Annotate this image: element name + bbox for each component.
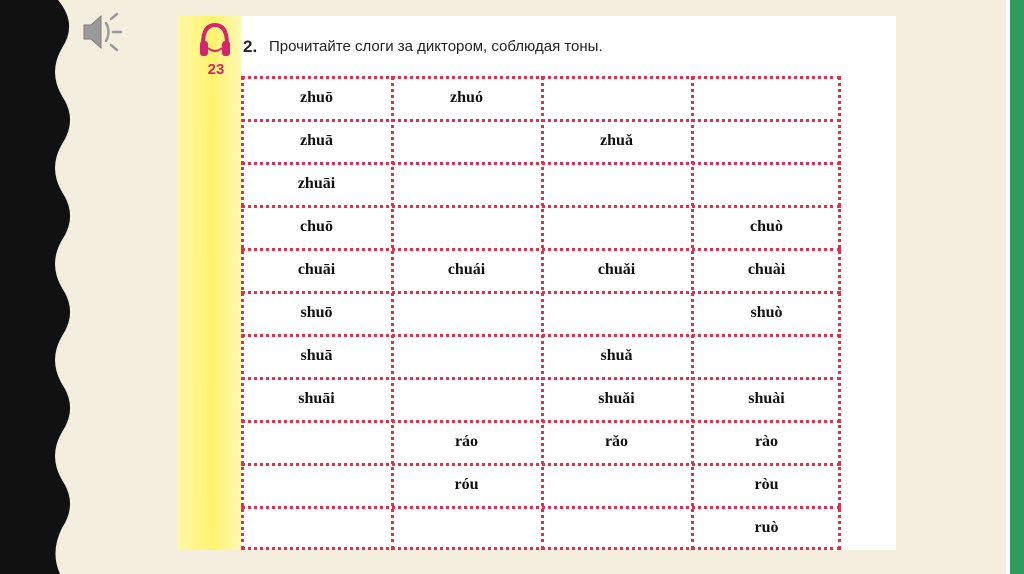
syllable-cell: shuǎ — [600, 347, 633, 364]
syllable-cell — [542, 77, 691, 119]
syllable-cell — [692, 335, 841, 377]
syllable-cell — [392, 335, 541, 377]
syllable-cell: shuài — [748, 390, 785, 407]
task-instruction: Прочитайте слоги за диктором, соблюдая тоны. — [269, 38, 603, 55]
syllable-cell: rǎo — [604, 433, 629, 450]
syllable-cell: zhuāi — [297, 175, 336, 192]
syllable-cell: shuāi — [298, 390, 335, 407]
syllable-cell: rào — [754, 433, 779, 450]
syllable-cell — [542, 507, 691, 549]
syllable-cell: róu — [454, 476, 479, 493]
textbook-page — [177, 16, 896, 550]
syllable-cell: shuò — [750, 304, 783, 321]
syllable-cell: ròu — [754, 476, 779, 493]
syllable-cell — [542, 206, 691, 248]
syllable-cell: chuài — [747, 261, 786, 278]
syllable-cell — [242, 464, 391, 506]
syllable-cell: chuāi — [297, 261, 336, 278]
syllable-cell: chuō — [300, 218, 333, 235]
syllable-cell: zhuó — [450, 89, 483, 106]
syllable-cell — [392, 206, 541, 248]
syllable-cell: zhuō — [300, 89, 333, 106]
syllable-cell — [392, 292, 541, 334]
syllable-cell — [542, 292, 691, 334]
decorative-green-border — [1006, 0, 1024, 574]
syllable-cell: shuǎi — [598, 390, 635, 407]
audio-track-number: 23 — [207, 61, 225, 78]
syllable-cell — [242, 421, 391, 463]
syllable-cell — [542, 464, 691, 506]
syllable-cell — [542, 163, 691, 205]
syllable-cell — [392, 507, 541, 549]
syllable-cell: chuò — [750, 218, 783, 235]
margin-band — [177, 16, 241, 550]
syllable-table — [241, 76, 841, 550]
speaker-icon[interactable] — [80, 10, 130, 54]
syllable-cell: chuǎi — [597, 261, 636, 278]
syllable-cell: shuō — [300, 304, 333, 321]
syllable-cell — [392, 120, 541, 162]
syllable-cell — [692, 77, 841, 119]
syllable-cell: ráo — [454, 433, 479, 450]
syllable-cell: zhuā — [300, 132, 333, 149]
syllable-cell: shuā — [300, 347, 333, 364]
syllable-cell: zhuǎ — [600, 132, 633, 149]
syllable-cell — [242, 507, 391, 549]
headphones-icon — [198, 20, 232, 64]
task-number: 2. — [243, 37, 258, 56]
syllable-cell — [692, 120, 841, 162]
syllable-cell — [392, 163, 541, 205]
syllable-cell: chuái — [447, 261, 486, 278]
decorative-wave-border — [0, 0, 80, 574]
syllable-cell — [392, 378, 541, 420]
syllable-cell: ruò — [754, 519, 779, 536]
syllable-cell — [692, 163, 841, 205]
